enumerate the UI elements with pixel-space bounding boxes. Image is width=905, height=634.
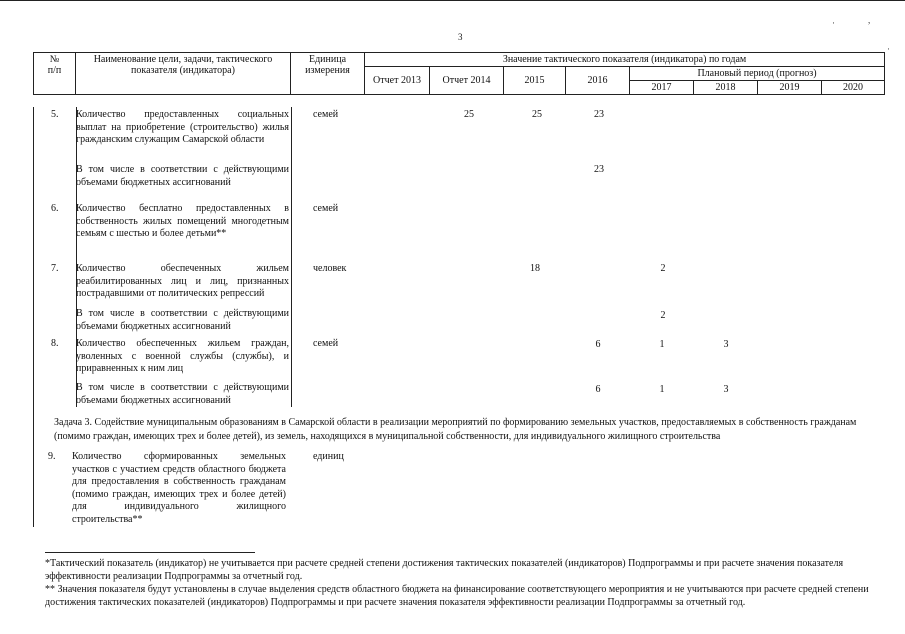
footnote-2: ** Значения показателя будут установлены в случае выделения средств областного бюджета на финансирование соответствующего мероприятия и не учитываются при расчете средней степени достижения тактических показателей (индикаторов) Подпрограммы и при расчете значения показателя эффективности реализации Подпрограммы за отчетный год. [45,584,869,608]
header-name: Наименование цели, задачи, тактического показателя (индикатора) [76,53,291,95]
row-8-2016: 6 [595,339,601,350]
table-header [33,52,885,95]
header-2018: 2018 [694,81,758,95]
row-5-2014: 25 [464,109,474,120]
scan-speck: · [832,18,835,28]
row-8-sub-2017: 1 [659,384,665,395]
footnote-separator [45,552,255,553]
row-5-2016: 23 [594,109,604,120]
row-8-sub-2018: 3 [723,384,729,395]
row-8-2017: 1 [659,339,665,350]
row-8-name: Количество обеспеченных жильем граждан, уволенных с военной службы (службы), и приравненных к ним лиц [76,338,289,374]
row-7-unit: человек [313,263,347,274]
header-2016: 2016 [566,67,630,95]
row-7-2017: 2 [660,263,666,274]
header-unit: Единица измерения [291,53,365,95]
footnote-1: *Тактический показатель (индикатор) не учитывается при расчете средней степени достижения тактических показателей (индикаторов) Подпрограммы и при расчете значения показателя эффективности реализации Подпрограммы за отчетный год. [45,558,844,582]
row-7-name: Количество обеспеченных жильем реабилитированных лиц и лиц, признанных пострадавшими от политических репрессий [76,263,289,299]
task-3-heading: Задача 3. Содействие муниципальным образованиям в Самарской области в реализации мероприятий по формированию земельных участков, предоставляемых в собственность гражданам (помимо граждан, имеющих трех и более детей), из земель, находящихся в муниципальной собственности, для индивидуального жилищного строительства [54,417,857,442]
column-divider [291,107,292,407]
row-5-2015: 25 [532,109,542,120]
header-values-title: Значение тактического показателя (индикатора) по годам [365,53,885,67]
row-5-unit: семей [313,109,339,120]
row-5-num: 5. [51,109,59,120]
row-9-name: Количество сформированных земельных участков с участием средств областного бюджета для предоставления в собственность гражданам (помимо граждан, имеющих трех и более детей) для индивидуального жилищного строительства** [72,451,286,525]
table-body [33,107,885,527]
row-9-num: 9. [48,451,56,462]
row-8-2018: 3 [723,339,729,350]
header-2020: 2020 [822,81,885,95]
row-9-unit: единиц [313,451,344,462]
row-7-num: 7. [51,263,59,274]
row-8-sub-2016: 6 [595,384,601,395]
row-8-num: 8. [51,338,59,349]
header-2017: 2017 [630,81,694,95]
scan-speck: · [887,44,890,54]
header-num: № п/п [34,53,76,95]
row-6-name: Количество бесплатно предоставленных в собственность жилых помещений многодетным семьям с шестью и более детьми** [76,203,289,239]
header-2019: 2019 [758,81,822,95]
page-number: 3 [458,32,463,42]
row-6-unit: семей [313,203,339,214]
row-5-sub-2016: 23 [594,164,604,175]
row-8-sub-name: В том числе в соответствии с действующими объемами бюджетных ассигнований [76,382,289,406]
row-7-sub-2017: 2 [660,310,666,321]
scan-speck: , [868,15,871,25]
header-2015: 2015 [504,67,566,95]
row-5-name: Количество предоставленных социальных выплат на приобретение (строительство) жилья гражданским служащим Самарской области [76,109,289,145]
header-plan-period: Плановый период (прогноз) [630,67,885,81]
header-report-2014: Отчет 2014 [430,67,504,95]
row-5-sub-name: В том числе в соответствии с действующими объемами бюджетных ассигнований [76,164,289,188]
row-6-num: 6. [51,203,59,214]
row-7-2015: 18 [530,263,540,274]
page-top-border [0,0,905,1]
row-7-sub-name: В том числе в соответствии с действующими объемами бюджетных ассигнований [76,308,289,332]
header-report-2013: Отчет 2013 [365,67,430,95]
row-8-unit: семей [313,338,339,349]
